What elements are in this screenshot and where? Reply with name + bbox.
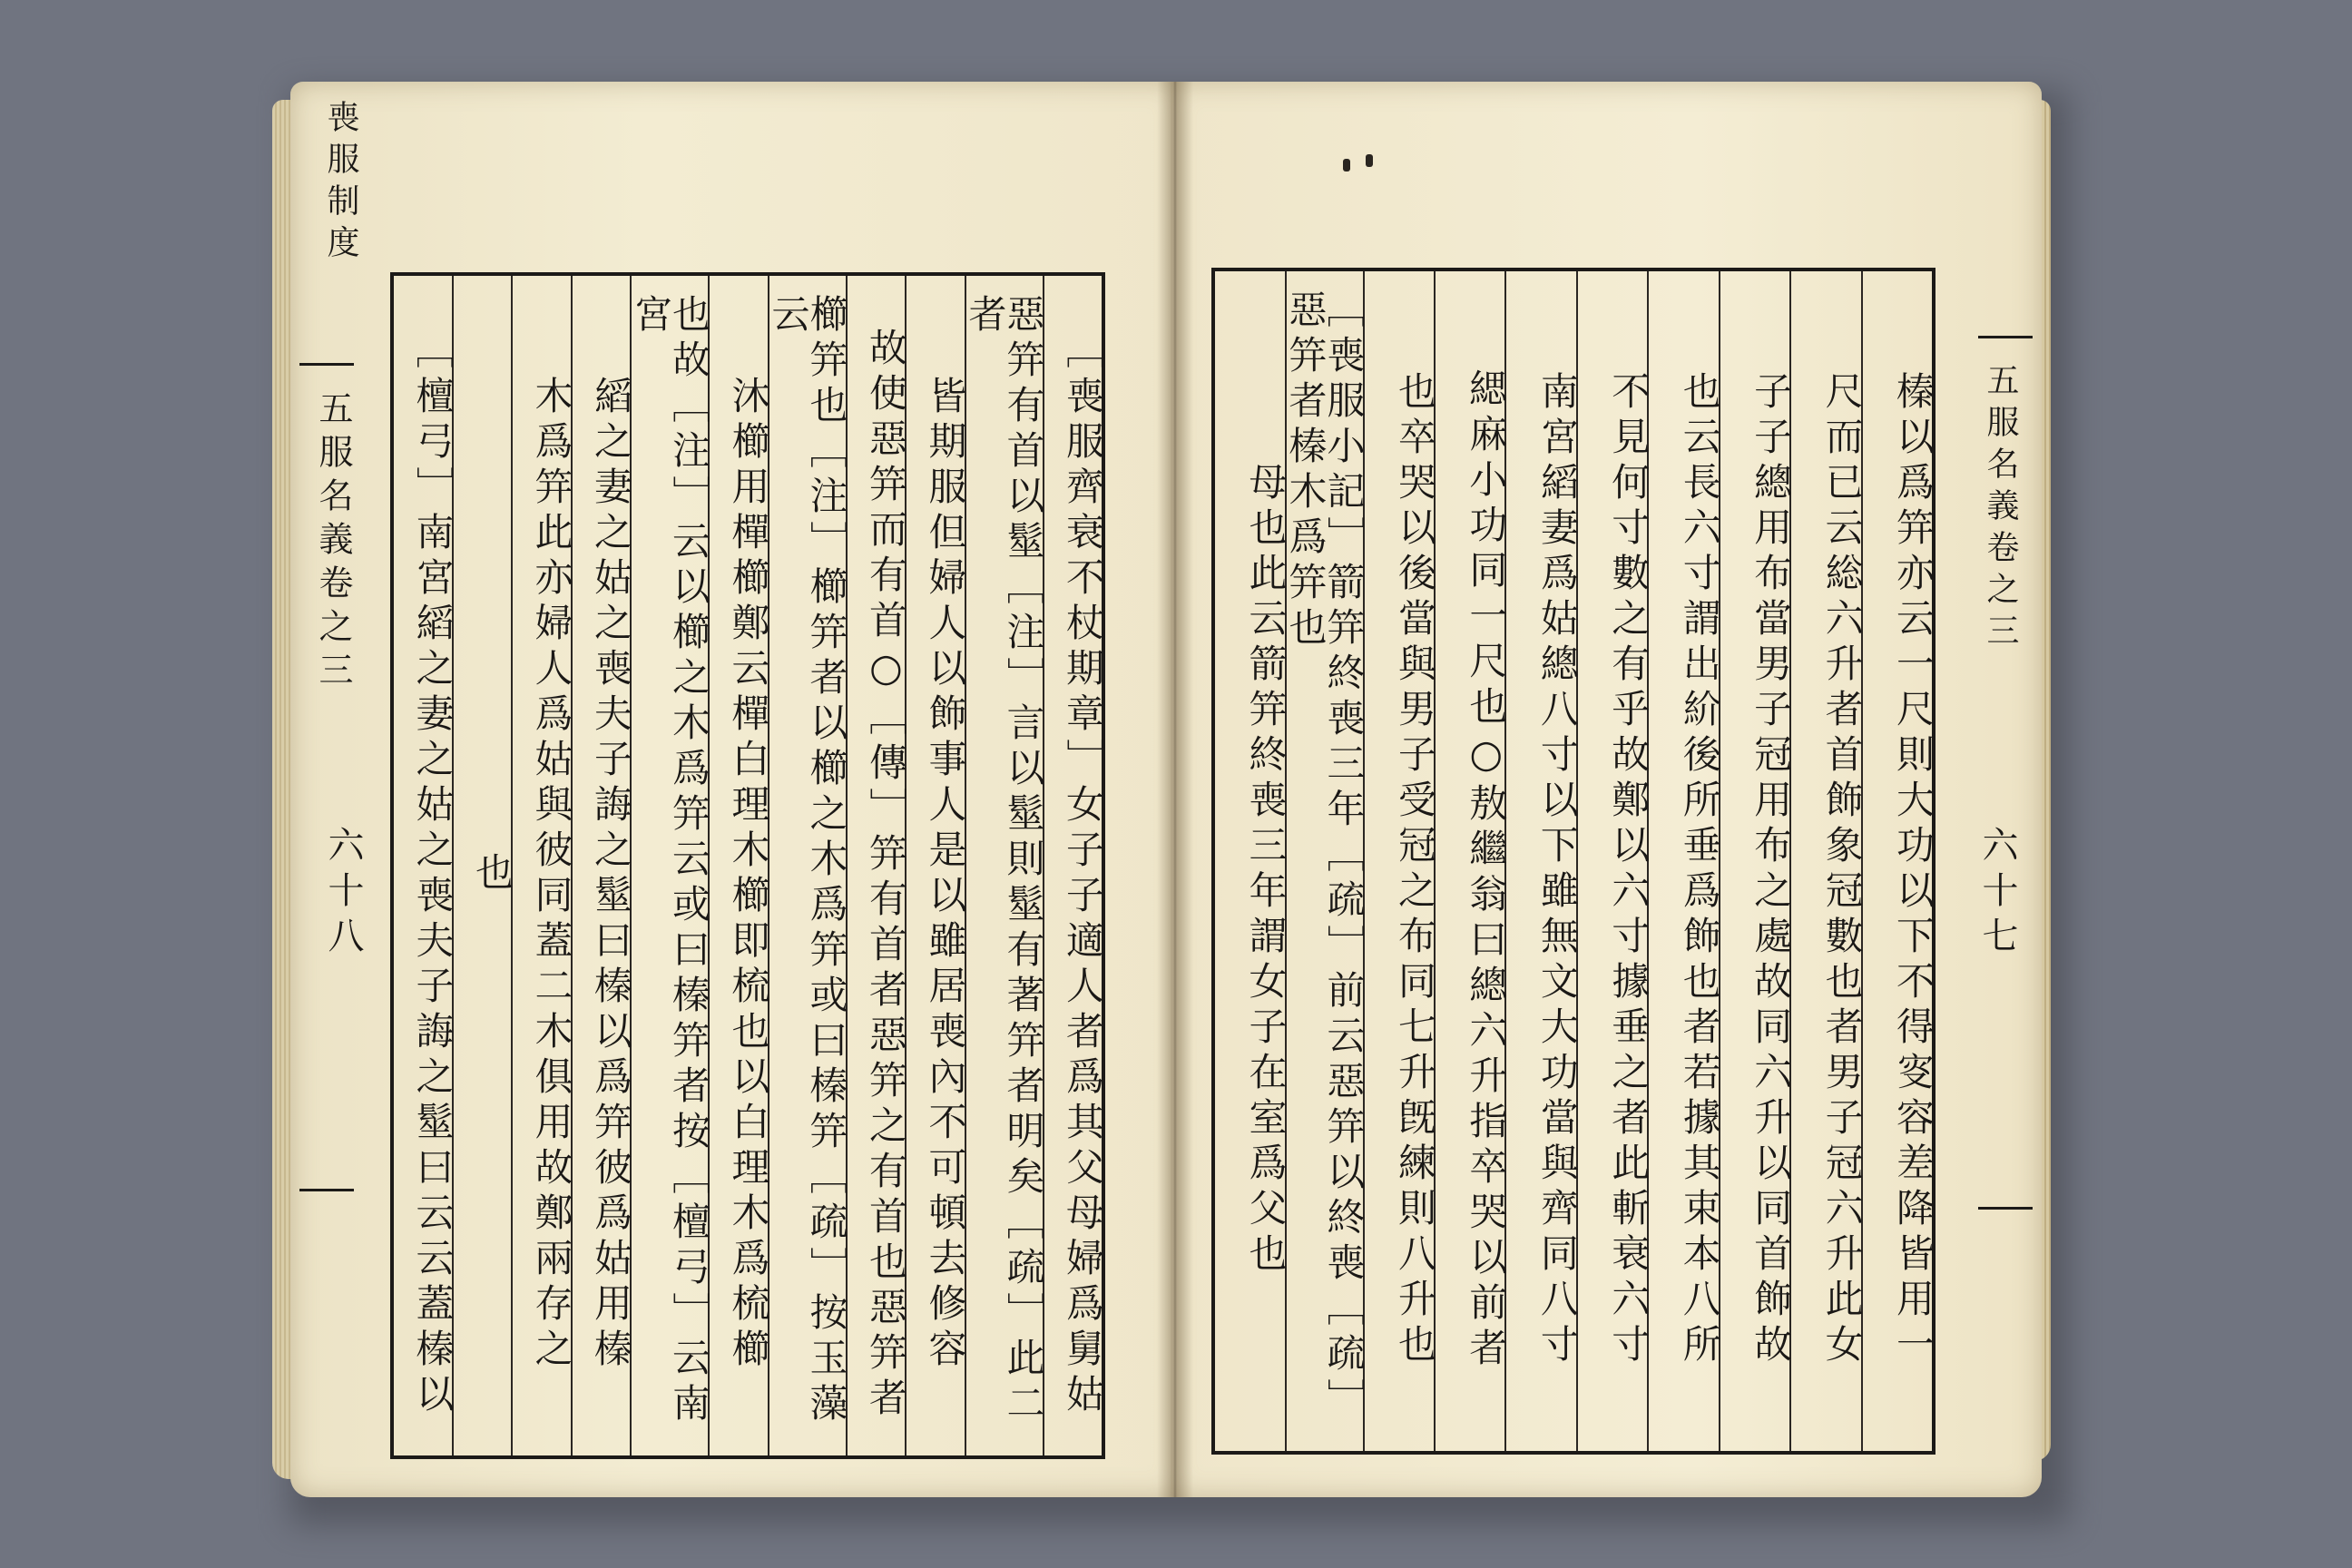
left-page-number: 六十八 (322, 826, 364, 962)
left-center-title: 五服名義卷之三 (313, 390, 353, 695)
text-column: 榛以爲笄亦云一尺則大功以下不得叜容差降皆用一 (1861, 271, 1932, 1451)
binding-mark (1366, 154, 1373, 167)
right-text-frame (1211, 268, 1936, 1455)
text-column: 故使惡笄而有首○［傳］笄有首者惡笄之有首也惡笄者 (846, 276, 906, 1455)
text-column: 也卒哭以後當與男子受冠之布同七升旣練則八升也 (1363, 271, 1434, 1451)
text-column: 沐櫛用樿櫛鄭云樿白理木櫛即梳也以白理木爲梳櫛 (708, 276, 768, 1455)
text-column: ［檀弓］南宮縚之妻之姑之喪夫子誨之髽曰云云蓋榛以 (410, 330, 456, 1419)
book-gutter (1157, 82, 1193, 1497)
text-column: 木爲笄此亦婦人爲姑與彼同蓋二木俱用故鄭兩存之 (511, 276, 571, 1455)
binding-mark (1343, 159, 1350, 172)
fish-tail-mark (299, 363, 354, 366)
text-column: 也 (452, 276, 512, 1455)
text-column: 母也此云箭笄終喪三年謂女子在室爲父也 (1243, 462, 1289, 1279)
right-page (1171, 82, 2042, 1497)
text-column: 也云長六寸謂出紒後所垂爲飾也者若據其束本八所 (1647, 271, 1718, 1451)
fish-tail-mark-bottom (299, 1189, 354, 1191)
text-column: 縚之妻之姑之喪夫子誨之髽曰榛以爲笄彼爲姑用榛 (571, 276, 631, 1455)
left-text-frame (390, 272, 1105, 1459)
fish-tail-mark-bottom (1978, 1207, 2033, 1210)
left-margin-title: 喪服制度 (322, 100, 359, 267)
left-text-columns (394, 276, 1105, 1455)
text-column: 尺而已云総六升者首飾象冠數也者男子冠六升此女 (1789, 271, 1860, 1451)
text-column: 緦麻小功同一尺也○敖繼翁曰總六升指卒哭以前者 (1434, 271, 1504, 1451)
right-page-number: 六十七 (1976, 826, 2018, 962)
open-book (272, 64, 2069, 1515)
right-center-title: 五服名義卷之三 (1982, 363, 2019, 655)
left-page (290, 82, 1180, 1497)
text-column: ［喪服小記］箭笄終喪三年［疏］前云惡笄以終喪［疏］惡笄者榛木爲笄也 (1285, 271, 1363, 1451)
text-column: 櫛笄也［注］櫛笄者以櫛之木爲笄或曰榛笄［疏］按玉藻云 (768, 276, 846, 1455)
text-column: 皆期服但婦人以飾事人是以雖居喪內不可頓去修容 (905, 276, 965, 1455)
text-column: 不見何寸數之有乎故鄭以六寸據垂之者此斬衰六寸 (1576, 271, 1647, 1451)
text-column: 也故［注］云以櫛之木爲笄云或曰榛笄者按［檀弓］云南宮 (630, 276, 708, 1455)
fish-tail-mark (1978, 336, 2033, 338)
right-text-columns (1215, 271, 1936, 1451)
text-column: 子子總用布當男子冠用布之處故同六升以同首飾故 (1719, 271, 1789, 1451)
text-column: ［喪服齊衰不杖期章］女子子適人者爲其父母婦爲舅姑 (1043, 276, 1102, 1455)
text-column: 南宮縚妻爲姑總八寸以下雖無文大功當與齊同八寸 (1504, 271, 1575, 1451)
text-column: 惡笄有首以髽［注］言以髽則髽有著笄者明矣［疏］此二者 (965, 276, 1043, 1455)
